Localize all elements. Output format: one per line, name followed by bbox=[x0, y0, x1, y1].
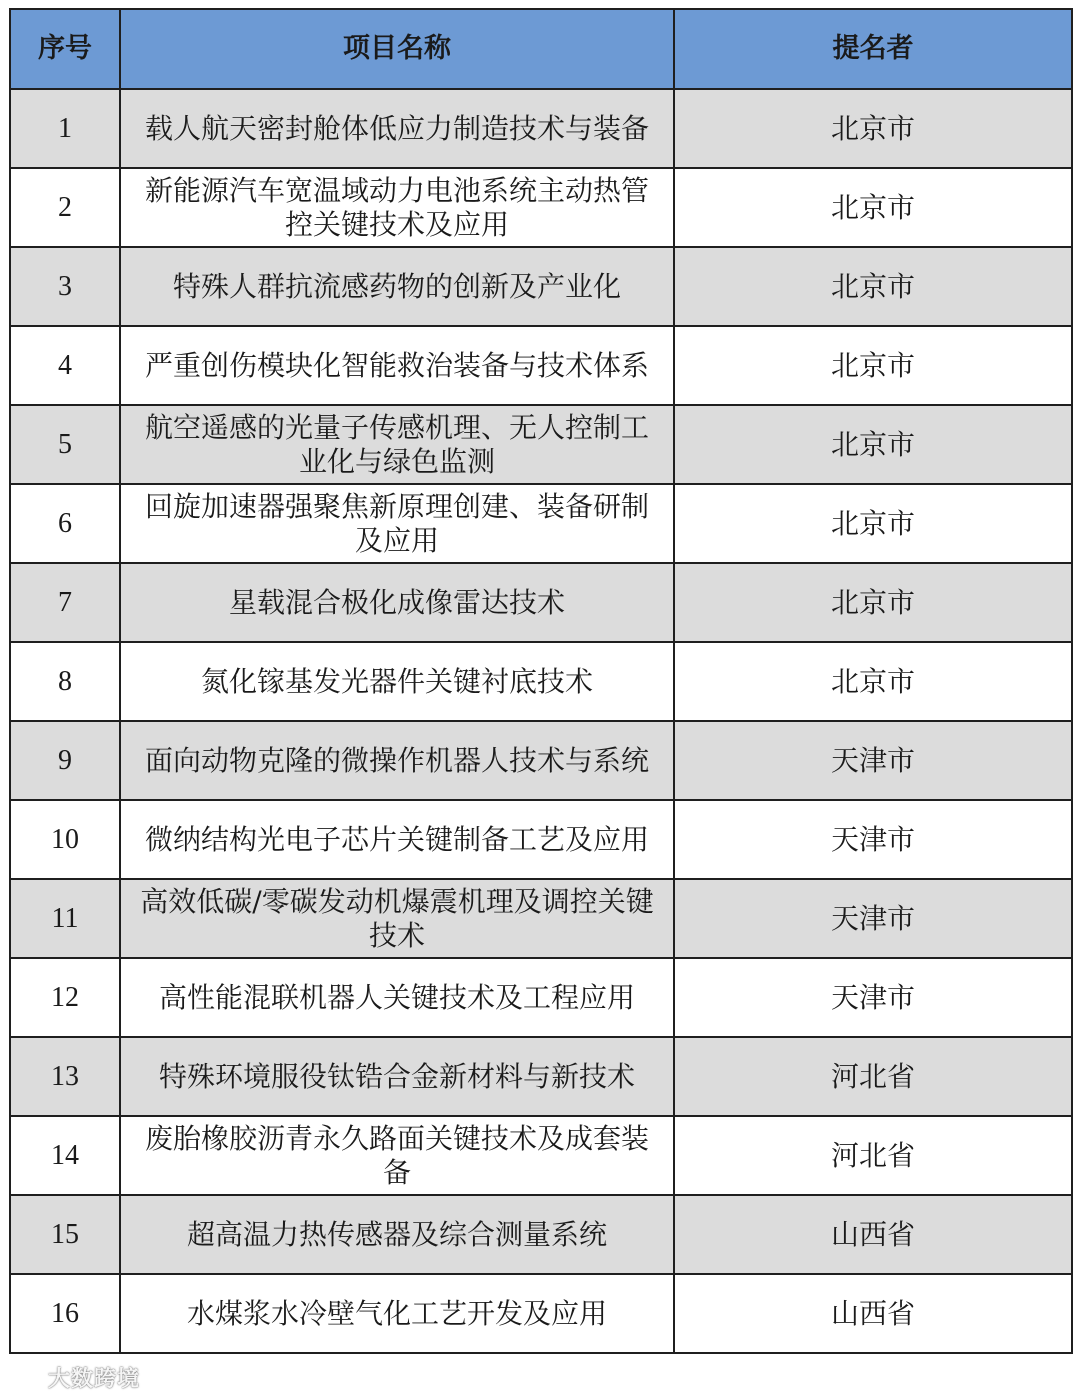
row-project-name: 废胎橡胶沥青永久路面关键技术及成套装备 bbox=[120, 1116, 674, 1195]
row-serial-number: 7 bbox=[10, 563, 120, 642]
table-row bbox=[10, 1037, 1072, 1116]
row-nominator: 天津市 bbox=[674, 879, 1072, 958]
table-body bbox=[10, 89, 1072, 1353]
row-serial-number: 10 bbox=[10, 800, 120, 879]
project-table bbox=[9, 8, 1073, 1354]
table-row bbox=[10, 642, 1072, 721]
weibo-logo-icon bbox=[10, 1364, 44, 1390]
row-nominator: 山西省 bbox=[674, 1274, 1072, 1353]
row-nominator: 天津市 bbox=[674, 958, 1072, 1037]
row-nominator: 北京市 bbox=[674, 563, 1072, 642]
row-project-name: 特殊人群抗流感药物的创新及产业化 bbox=[120, 247, 674, 326]
row-serial-number: 14 bbox=[10, 1116, 120, 1195]
row-serial-number: 4 bbox=[10, 326, 120, 405]
row-serial-number: 15 bbox=[10, 1195, 120, 1274]
table-row bbox=[10, 168, 1072, 247]
row-project-name: 回旋加速器强聚焦新原理创建、装备研制及应用 bbox=[120, 484, 674, 563]
row-nominator: 北京市 bbox=[674, 405, 1072, 484]
row-project-name: 面向动物克隆的微操作机器人技术与系统 bbox=[120, 721, 674, 800]
row-project-name: 高性能混联机器人关键技术及工程应用 bbox=[120, 958, 674, 1037]
row-serial-number: 5 bbox=[10, 405, 120, 484]
row-nominator: 北京市 bbox=[674, 642, 1072, 721]
watermark-text: 大数跨境 bbox=[48, 1366, 141, 1392]
row-nominator: 北京市 bbox=[674, 247, 1072, 326]
row-nominator: 北京市 bbox=[674, 168, 1072, 247]
table-row bbox=[10, 247, 1072, 326]
row-serial-number: 6 bbox=[10, 484, 120, 563]
row-nominator: 北京市 bbox=[674, 326, 1072, 405]
row-project-name: 载人航天密封舱体低应力制造技术与装备 bbox=[120, 89, 674, 168]
row-nominator: 天津市 bbox=[674, 800, 1072, 879]
table-row bbox=[10, 1274, 1072, 1353]
row-project-name: 高效低碳/零碳发动机爆震机理及调控关键技术 bbox=[120, 879, 674, 958]
row-serial-number: 13 bbox=[10, 1037, 120, 1116]
row-serial-number: 8 bbox=[10, 642, 120, 721]
row-nominator: 河北省 bbox=[674, 1037, 1072, 1116]
row-project-name: 微纳结构光电子芯片关键制备工艺及应用 bbox=[120, 800, 674, 879]
project-table-container bbox=[9, 8, 1071, 1354]
table-row bbox=[10, 958, 1072, 1037]
row-serial-number: 11 bbox=[10, 879, 120, 958]
row-nominator: 山西省 bbox=[674, 1195, 1072, 1274]
table-row bbox=[10, 89, 1072, 168]
table-row bbox=[10, 484, 1072, 563]
table-row bbox=[10, 800, 1072, 879]
row-serial-number: 9 bbox=[10, 721, 120, 800]
header-serial-number: 序号 bbox=[10, 9, 120, 89]
header-nominator: 提名者 bbox=[674, 9, 1072, 89]
table-row bbox=[10, 1116, 1072, 1195]
row-nominator: 河北省 bbox=[674, 1116, 1072, 1195]
table-row bbox=[10, 879, 1072, 958]
row-serial-number: 2 bbox=[10, 168, 120, 247]
row-serial-number: 16 bbox=[10, 1274, 120, 1353]
row-project-name: 水煤浆水冷壁气化工艺开发及应用 bbox=[120, 1274, 674, 1353]
row-project-name: 超高温力热传感器及综合测量系统 bbox=[120, 1195, 674, 1274]
header-project-name: 项目名称 bbox=[120, 9, 674, 89]
row-nominator: 天津市 bbox=[674, 721, 1072, 800]
table-row bbox=[10, 405, 1072, 484]
table-row bbox=[10, 326, 1072, 405]
table-row bbox=[10, 563, 1072, 642]
row-serial-number: 12 bbox=[10, 958, 120, 1037]
row-nominator: 北京市 bbox=[674, 484, 1072, 563]
table-row bbox=[10, 721, 1072, 800]
row-serial-number: 1 bbox=[10, 89, 120, 168]
row-project-name: 严重创伤模块化智能救治装备与技术体系 bbox=[120, 326, 674, 405]
row-project-name: 新能源汽车宽温域动力电池系统主动热管控关键技术及应用 bbox=[120, 168, 674, 247]
watermark bbox=[10, 1360, 140, 1394]
row-project-name: 特殊环境服役钛锆合金新材料与新技术 bbox=[120, 1037, 674, 1116]
row-project-name: 星载混合极化成像雷达技术 bbox=[120, 563, 674, 642]
table-row bbox=[10, 1195, 1072, 1274]
row-project-name: 航空遥感的光量子传感机理、无人控制工业化与绿色监测 bbox=[120, 405, 674, 484]
row-nominator: 北京市 bbox=[674, 89, 1072, 168]
row-project-name: 氮化镓基发光器件关键衬底技术 bbox=[120, 642, 674, 721]
table-header-row bbox=[10, 9, 1072, 89]
row-serial-number: 3 bbox=[10, 247, 120, 326]
